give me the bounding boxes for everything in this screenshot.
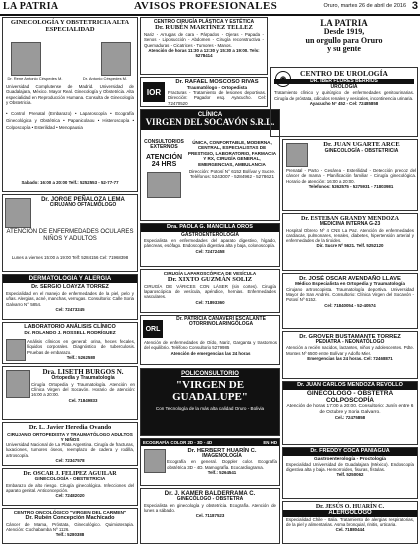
ad-footer: Cel. 71880444 (335, 527, 365, 533)
ad-policonsultorio (140, 368, 280, 436)
doctor-name: Dr. RAFAEL MOSCOSO RIVAS (175, 79, 259, 85)
ad-dermatologia (2, 274, 138, 320)
ad-footer: Lunes a viernes 15:00 a 19:00 Telf: 5284156 Cel: 71968398 (11, 255, 129, 260)
ad-balderrama (140, 488, 280, 544)
specialty: ALERGÓLOGO (328, 510, 372, 517)
specialty: MEDICINA INTERNA G-23 (319, 221, 381, 228)
clinic-features: ÚNICA, CONFORTABLE, MODERNA, CENTRAL, ESPECIALISTAS DE PRESTIGIO, LABORATORIO, FARMACIA Y RX, CIRUGÍA GENERAL, EMERGENCIAS, AMBULANCIA (187, 140, 277, 167)
urology-icon: ◉ (275, 71, 291, 87)
clinic-label: CLÍNICA (197, 112, 223, 118)
specialty: Traumatólogo - Ortopedista (186, 85, 248, 91)
ad-title: CENTRO CIRUGÍA PLÁSTICA Y ESTÉTICA (153, 19, 255, 25)
ad-footer: Con Tecnología de la más alta calidad Oruro - Bolivia (155, 406, 265, 412)
clinic-photo (147, 172, 181, 198)
doctor-name: Dr. Rene Antonio Céspedes M. (7, 76, 63, 81)
ad-ugarte (282, 139, 418, 211)
ad-body: Hospital Obrero Nº 4 CNS La Paz. Atención de enfermedades cardiacas, pulmonares, renales, diabetes, hipertensión arterial y enfermedades de la tiroides. (286, 227, 414, 244)
ad-body: CIRUGÍA DE VÁRICES CON LÁSER (sin cortes). Cirugía laparoscópica de vesícula, apéndice, hernias. Enfermedades vasculares. (144, 283, 276, 300)
ad-footer: Cel: 72473245 (55, 306, 85, 312)
doctor-name: Dr. L. Javier Heredia Ovando (28, 424, 112, 431)
ad-coca (282, 447, 418, 499)
specialty: COLPOSCOPÍA (325, 396, 375, 404)
doctor-name: Dr. JORGE PEÑALOZA LEMA (41, 197, 125, 203)
ad-footer: Telf.: 5264541 (207, 469, 237, 475)
ad-body: ATENCIÓN DE ENFERMEDADES OCULARES NIÑOS Y ADULTOS (6, 229, 134, 242)
issue-date: Oruro, martes 26 de abril de 2016 (323, 3, 406, 9)
ad-clinica-socavon (140, 109, 280, 221)
ad-traumatologia-moscoso (140, 77, 268, 107)
ad-footer: Cel.: 72475858 (334, 414, 366, 420)
ad-title: LABORATORIO ANÁLISIS CLÍNICO (24, 324, 116, 330)
doctor-photo (6, 370, 30, 398)
specialty: Gastroenterología - Proctología (314, 456, 386, 462)
doctor-name: Dr. FREDDY COCA PANIAGUA (310, 448, 390, 454)
ad-body: Universidad Complutense de Madrid. Universidad de Guadalajara, México. Mayor Real. Ginecología y Obstetricia. Alta especialidad en Reproducción Humana. Consulta de Ginecología y Obstetricia. (6, 84, 134, 105)
ad-felipez (2, 468, 138, 506)
ad-body: Especialista en ginecología y obstetricia. Ecografía. Atención de lunes a sábado. (144, 502, 276, 513)
ad-imagenologia (140, 438, 280, 486)
doctor-name: Dra. LISETH BURGOS N. (42, 368, 124, 376)
ad-avendano (282, 273, 418, 329)
ad-body: Universidad Nacional de La Plata Argentina. Cirugía de fracturas, luxaciones, tumores óseos, reemplazo de cadera y rodilla, artroscopía. (6, 441, 134, 458)
specialty: GINECÓLOGO - OBSTETRA (306, 389, 394, 397)
ad-body: Nariz - Arrugas de cara - Párpados - Ojeras - Papada - Senos - Liposucción - Abdomen - Cirugía reconstructiva - Quemaduras - Cicatrices - Tumores - Manos. (144, 32, 264, 48)
clinic-name: "VIRGEN DE (175, 379, 245, 392)
section-title: AVISOS PROFESIONALES (134, 0, 278, 12)
doctor-name: Dr. PATRICIA CANAVERI ESCALANTE (176, 316, 266, 322)
ad-urologia (270, 67, 418, 137)
ad-footer: Telefonos: 5262575 - 5275931 - 71803981 (308, 183, 394, 189)
specialty: GINECOLOGÍA - OBSTETRICIA (324, 147, 399, 154)
doctor-photo (101, 42, 131, 76)
orl-logo: ORL (143, 320, 163, 338)
ad-body: Especialista en enfermedades del aparato digestivo, hígado, páncreas, esófago. Endoscopía digestiva alta y baja, colonoscopía. (144, 238, 276, 249)
ad-body: Fracturas - Tratamiento de lesiones deportivas. Dirección: Pagador esq. Ayacucho. Cel: 72470520 (168, 90, 266, 106)
ad-otorrino (140, 315, 280, 365)
service-label: EN HD (263, 440, 277, 445)
ad-title: CENTRO DE UROLOGÍA (300, 69, 388, 78)
ad-footer: Atención de horas 11:30 a 12:30 y 15:30 a 19:00. Tels: 5278414 (148, 47, 260, 59)
doctor-photo (11, 42, 41, 76)
ad-oncologico (2, 508, 138, 544)
doctor-name: Dr. JOSÉ OSCAR AVENDAÑO LLAVE (299, 276, 401, 282)
ad-laboratorio (2, 322, 138, 364)
doctor-name: DR. IBER FLORES BERRIOS (310, 77, 378, 84)
ad-body: Atención a recién nacidos, lactantes, niños y adolescentes. Pdte. Montes Nº 6500 entre Bolívar y Adolfo Mier. (286, 345, 414, 356)
ad-footer: Cel: 71893360 (195, 299, 225, 305)
doctor-name: Dr. RUBÉN MARTÍNEZ TELLEZ (155, 24, 253, 32)
slogan-line: y su gente (327, 44, 361, 54)
ad-title: POLICONSULTORIO (181, 371, 239, 377)
specialty: UROLOGÍA (330, 84, 358, 91)
doctor-photo (144, 449, 166, 473)
ad-footer: Cel: 72482020 (55, 493, 85, 499)
doctor-photo (286, 143, 308, 167)
doctor-name: Dr. OSCAR J. FELIPEZ AGUILAR (23, 471, 117, 477)
page-header (0, 0, 420, 16)
slogan-title: LA PATRIA (320, 18, 368, 28)
ad-body: Atención de horas 17:00 a 20:00. Consultorio: Junín entre 6 de Octubre y Soria Galvarro. (286, 404, 414, 415)
specialty: Ortopedia y Traumatología (51, 375, 115, 382)
ad-bustamante (282, 331, 418, 379)
ad-footer: Dir. Sucre Nº 5621. Telf. 5252120 (316, 243, 384, 249)
doctor-photo (5, 198, 31, 228)
service-label: ECOGRAFÍA COLOR 2D - 3D - 4D (143, 440, 213, 445)
ad-oftalmologia (2, 194, 138, 272)
ad-footer: Cel: 72472458 (195, 248, 225, 254)
doctor-name: Dr. JUAN CARLOS MENDOZA REVOLLO (297, 382, 403, 388)
ad-footer: Sabado: 16:00 a 20:00 Telf.: 5252553 - 52-77-77 (21, 180, 119, 185)
ad-title: GINECOLOGÍA Y OBSTETRICIA ALTA ESPECIALIDAD (10, 19, 130, 33)
doctor-name: Dr. HERBERT HUARÍN C. (187, 448, 257, 454)
ad-footer: Telf.: 5280388 (55, 532, 85, 538)
doctor-name: Dr. J. KAMER BALDERRAMA C. (164, 491, 256, 497)
ad-cirugia-guzman (140, 269, 280, 313)
doctor-name: Dr. ESTEBAN GRANDY MENDOZA (301, 216, 399, 222)
doctor-name: Dr. SERGIO LOAYZA TORREZ (31, 284, 109, 291)
ad-heredia (2, 422, 138, 466)
ad-body: Atención de enfermedades de Oído, Nariz, Garganta y trastornos del equilibrio. Teléfono Consultorio 5279985 (144, 340, 277, 351)
page-number: 3 (411, 0, 418, 12)
ad-body: Tratamiento clínico y quirúrgico de enfermedades genitourinarias. Cirugía de próstata, cálculos renales y vesicales, incontinencia urinaria. (274, 90, 414, 101)
clinic-services: CONSULTORIOS EXTERNOS (144, 139, 184, 151)
ad-body: Cáncer de Mama, Próstata, Ginecológico. Quimioterapia. Atención: Cochabamba Nº 1126. (6, 521, 134, 533)
ad-body: Embarazo de alto riesgo. Cirugía ginecológica. Infecciones del aparato genital. Anticoncepción. (6, 482, 134, 493)
ad-body: Especialidad Universidad de Guadalajara (México). Endoscopía digestiva alta y baja. Hemorroides, fisuras, fístulas. (286, 461, 414, 473)
ad-title: DERMATOLOGÍA Y ALERGIA (28, 276, 112, 282)
ad-footer: Telf.: 5262580 (66, 354, 96, 360)
ad-footer: Atención de emergencias las 24 horas (170, 350, 251, 356)
ad-title: CIRUGÍA LAPAROSCÓPICA DE VESÍCULA (163, 271, 257, 276)
specialty: GASTROENTEROLOGÍA (180, 231, 240, 238)
specialty: GINECOLOGÍA - OBSTETRICIA (34, 477, 106, 483)
ad-list: • Control Prenatal (Embarazo) • Laparoscopía • Ecografía Ginecológica y Obstétrica • Papanicolaou • Histeroscopía • Colposcopía • Esterilidad • Menopausia (6, 111, 134, 130)
ad-footer: Cel. 71187523 (195, 513, 225, 519)
ad-traumatologia-burgos (2, 366, 138, 420)
ad-body: Especialidad en el manejo de enfermedades de la piel, pelo y uñas. Alergias, acné, manchas, verrugas. Consultorio: Calle Soria Galvarro N° 5854. (6, 291, 134, 307)
ad-body: Ecografía en general. Doppler color. Ecografía obstétrica 3D - 4D. Mamografía. Ecocardiograma. (167, 459, 277, 470)
doctor-name: Dr. Antonio Céspedes M. (82, 76, 128, 81)
ad-grandy (282, 213, 418, 271)
doctor-name: Dr. XIXTO GUZMÁN SOLIZ (167, 275, 253, 283)
doctor-name: Dr. ROLANDO J. ROSSELL RODRÍGUEZ (24, 330, 116, 336)
slogan-line: Desde 1919, (323, 27, 365, 37)
specialty: PEDIATRA - NEONATÓLOGO (315, 339, 385, 346)
specialty: GINECÓLOGO - OBSTETRA (176, 496, 244, 503)
ad-footer: Telf. 5250062 (336, 472, 364, 478)
ad-footer: Emergencias las 24 horas. Cel: 72468871 (307, 355, 393, 361)
doctor-name: Dr. JUAN UGARTE ARCE (323, 141, 400, 148)
specialty: CIRUJANO ORTOPEDISTA Y TRAUMATÓLOGO ADULTOS Y NIÑOS (7, 431, 133, 442)
ad-footer: Cel: 72347578 (55, 457, 85, 463)
clinic-hours: ATENCIÓN 24 HRS (145, 153, 183, 168)
ad-footer: Cel: 71840054 - 52-40574 (324, 302, 376, 308)
doctor-name: Dr. JESÚS O. HUARÍN C. (315, 504, 385, 510)
specialty: Médico Especialista en Ortopedia y Traumatología (295, 281, 405, 287)
specialty: CIRUJANO OFTALMÓLOGO (49, 202, 117, 209)
doctor-name: Dr. GROVER BUSTAMANTE TORREZ (299, 334, 401, 340)
ad-mendoza (282, 381, 418, 445)
ad-footer: Cel. 71849833 (68, 397, 98, 403)
ior-logo: IOR (143, 82, 165, 102)
ad-body: Prenatal - Parto - Cesárea - Esterilidad - Detección precoz del cáncer de mama - Planificación familiar - Cirugía ginecológica. Horario de atención: 16:00 a 20:00. (286, 168, 416, 184)
ad-body: Análisis clínicos en general: orina, heces fecales, líquidos corporales. Diagnóstico de tuberculosis. Pruebas de embarazo. (27, 339, 135, 355)
ad-gastro-mancilla (140, 223, 280, 267)
clinic-name: VIRGEN DEL SOCAVÓN S.R.L. (145, 117, 275, 128)
ad-title: CENTRO ONCOLÓGICO "VIRGEN DEL CARMEN" (13, 511, 127, 516)
ad-body: Cirujano artroscopista. Traumatología deportiva. Universidad Mayor de San Andrés. Consultorio: Clínica Virgen del Socavón - Potosí Nº 6152. (286, 286, 414, 303)
specialty: IMAGENOLOGÍA (202, 453, 242, 460)
clinic-address: Dirección: Potosí N° 6152 Bolívar y Sucre. Teléfonos: 5243007 - 5284962 - 5278621 (188, 169, 276, 180)
lab-logo (6, 339, 26, 361)
doctor-name: Dr. Rubén Concepción Machicado (25, 515, 115, 522)
doctor-name: Dra. PAOLA G. MANCILLA OROS (167, 224, 253, 230)
clinic-name: GUADALUPE" (172, 390, 248, 403)
ad-ginecologia-cespedes (2, 17, 138, 192)
ad-la-patria-slogan (270, 17, 418, 65)
newspaper-name: LA PATRIA (3, 1, 59, 12)
slogan-line: un orgullo para Oruro (305, 35, 383, 45)
ad-huarin-jesus (282, 501, 418, 544)
ad-body: Cirugía Ortopedia y Traumatología. Atención en Clínica Virgen del Socavón. Horario de atención: 16:00 a 20:00. (31, 381, 135, 398)
ad-footer: Ayacucho N° 452 - Cel: 72485858 (309, 100, 379, 106)
specialty: OTORRINOLARINGÓLOGA (188, 321, 254, 328)
ad-body: Especialidad Chile - Italia. Tratamiento de alergias respiratorias, de la piel y alimentarias. Asma bronquial, rinitis, urticaria. (286, 516, 414, 527)
ad-cirugia-plastica (140, 17, 268, 75)
